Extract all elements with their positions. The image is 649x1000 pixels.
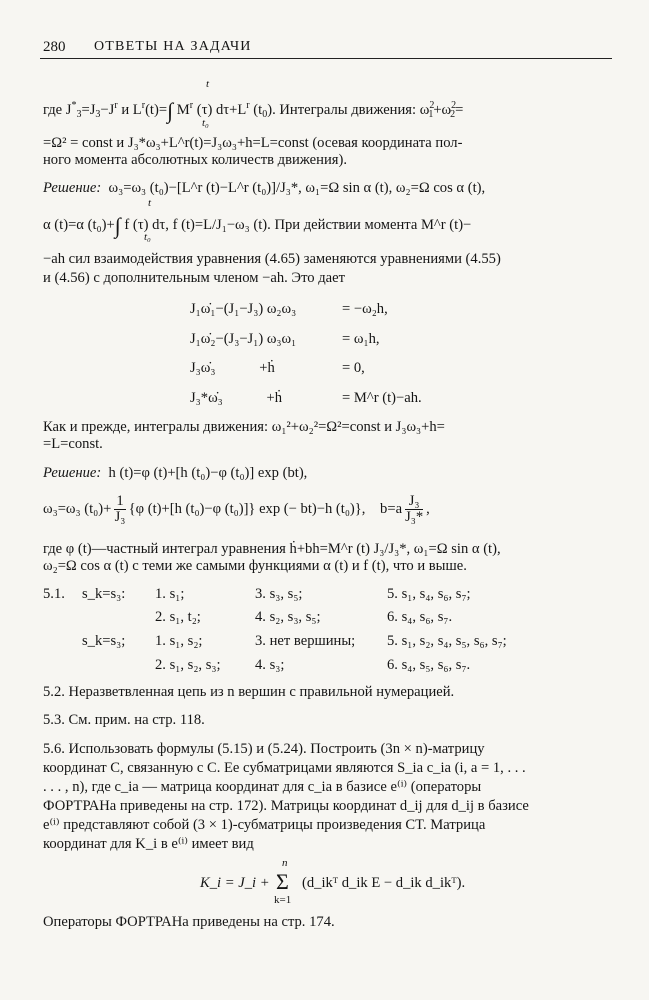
fraction-denominator: J₃: [114, 509, 126, 526]
para3-line1: Как и прежде, интегралы движения: ω₁²+ω₂²=Ω²=const и J₃ω₃+h=: [43, 419, 445, 435]
table-cell: 3. s₃, s₅;: [255, 586, 303, 602]
table-cell: 1. s₁, s₂;: [155, 633, 203, 649]
sum-upper-limit: n: [282, 857, 288, 869]
system-eq-4-rhs: = M^r (t)−ah.: [342, 390, 422, 406]
fraction-j3-over-j3star: [405, 494, 423, 526]
para1-text: =: [455, 102, 464, 118]
sum-lower-limit: k=1: [274, 894, 292, 906]
answer-5-6-line2: координат C, связанную с C. Ее субматрицами являются S_ia c_ia (i, a = 1, . . .: [43, 760, 526, 776]
formula-k-body: (d_ikᵀ d_ik E − d_ik d_ikᵀ).: [302, 875, 466, 891]
answer-5-6-line4: ФОРТРАНа приведены на стр. 172). Матрицы координат d_ij для d_ij в базисе: [43, 798, 529, 814]
answer-5-1-number: 5.1.: [43, 586, 65, 602]
system-eq-1-lhs: J₁ω̇₁−(J₁−J₃) ω₂ω₃: [190, 301, 297, 317]
answer-5-2: 5.2. Неразветвленная цепь из n вершин с правильной нумерацией.: [43, 684, 455, 700]
para1-line1: где $J^*_3=J_3-J^r$ и $L^r(t)=\int$ $M^r$ (τ) $d\tau+L^r$ $(t_0)$. Интегралы движения: $\omega^2_1+\omega^2_2=$: [43, 98, 464, 123]
para1-line3: ного момента абсолютных количеств движения).: [43, 152, 348, 168]
closing-note: Операторы ФОРТРАНа приведены на стр. 174.: [43, 914, 335, 930]
para1-text: где J: [43, 102, 72, 118]
answer-5-6-line3: . . . , n), где c_ia — матрица координат для c_ia в базисе e⁽ⁱ⁾ (операторы: [43, 779, 482, 795]
para1-text: (t: [249, 102, 263, 118]
row-label: s_k=s₃;: [82, 633, 126, 649]
para4-text: {φ (t)+[h (t₀)−φ (t₀)]} exp (− bt)−h (t₀)},: [128, 501, 366, 518]
para4-line2: [43, 494, 430, 526]
para4-line4: ω₂=Ω cos α (t) с теми же самыми функциями α (t) и f (t), что и выше.: [43, 558, 467, 574]
fraction-denominator: J₃*: [405, 509, 424, 526]
answer-5-3: 5.3. См. прим. на стр. 118.: [43, 712, 205, 728]
table-cell: 5. s₁, s₂, s₄, s₅, s₆, s₇;: [387, 633, 507, 649]
para1-text: M: [176, 102, 190, 118]
para2-line2: [43, 215, 471, 237]
para4-text: h (t)=φ (t)+[h (t₀)−φ (t₀)] exp (bt),: [108, 465, 308, 481]
table-cell: 2. s₁, t₂;: [155, 609, 201, 625]
para2-text: ω₃=ω₃ (t₀)−[L^r (t)−L^r (t₀)]/J₃*, ω₁=Ω sin α (t), ω₂=Ω cos α (t),: [108, 180, 486, 196]
para1-text: ). Интегралы движения: ω: [267, 102, 430, 118]
header-rule: [40, 58, 612, 59]
para2-line3: −ah сил взаимодействия уравнения (4.65) заменяются уравнениями (4.55): [43, 251, 501, 267]
integral-upper-limit: t: [206, 78, 210, 90]
table-cell: 4. s₂, s₃, s₅;: [255, 609, 321, 625]
para2-text: α (t)=α (t₀)+: [43, 217, 115, 233]
solution-label: Решение:: [43, 465, 102, 481]
integral-upper-limit: t: [148, 197, 152, 209]
fraction-numerator: J₃: [405, 494, 423, 510]
para4-text: b=a: [380, 501, 403, 518]
fraction-1-over-j3: [114, 494, 125, 526]
para1-text: и L: [117, 102, 142, 118]
system-eq-3-lhs: J₃ω̇₃ +ḣ: [190, 360, 275, 376]
para1-text: (t)=: [145, 102, 168, 118]
para4-line3: где φ (t)—частный интеграл уравнения ḣ+bh=M^r (t) J₃/J₃*, ω₁=Ω sin α (t),: [43, 541, 501, 557]
table-cell: 3. нет вершины;: [255, 633, 356, 649]
page-number: 280: [43, 39, 66, 55]
system-eq-2-rhs: = ω₁h,: [342, 331, 380, 347]
para1-text: −J: [100, 102, 115, 118]
answer-5-6-line1: 5.6. Использовать формулы (5.15) и (5.24). Построить (3n × n)-матрицу: [43, 741, 485, 757]
table-cell: 2. s₁, s₂, s₃;: [155, 657, 221, 673]
system-eq-1-rhs: = −ω₂h,: [342, 301, 388, 317]
row-label: s_k=s₃:: [82, 586, 126, 602]
para1-text: (τ) dτ+L: [193, 102, 247, 118]
integral-sign: ∫: [114, 213, 121, 238]
answer-5-6-line5: e⁽ⁱ⁾ представляют собой (3 × 1)-субматрицы произведения CT. Матрица: [43, 817, 486, 833]
table-cell: 6. s₄, s₆, s₇.: [387, 609, 453, 625]
table-cell: 5. s₁, s₄, s₆, s₇;: [387, 586, 471, 602]
answer-5-6-line6: координат для K_i в e⁽ⁱ⁾ имеет вид: [43, 836, 254, 852]
system-eq-4-lhs: J₃*ω̇₃ +ḣ: [190, 390, 283, 406]
integral-sign: ∫: [167, 98, 174, 123]
para2-line4: и (4.56) с дополнительным членом −ah. Это дает: [43, 270, 345, 286]
integral-lower-limit: t₀: [202, 117, 209, 129]
para1-line2: =Ω² = const и J₃*ω₃+L^r(t)=J₃ω₃+h=L=const (осевая координата пол-: [43, 135, 463, 151]
formula-k-lhs: K_i = J_i +: [200, 875, 270, 891]
para4-line1: [43, 466, 307, 481]
para1-text: =J: [81, 102, 96, 118]
sum-sign: Σ: [276, 869, 289, 894]
table-cell: 4. s₃;: [255, 657, 285, 673]
para3-line2: =L=const.: [43, 436, 103, 452]
table-cell: 6. s₄, s₅, s₆, s₇.: [387, 657, 471, 673]
para4-text: ,: [426, 501, 430, 518]
table-cell: 1. s₁;: [155, 586, 185, 602]
solution-label: Решение:: [43, 180, 102, 196]
fraction-numerator: 1: [116, 493, 124, 509]
system-eq-3-rhs: = 0,: [342, 360, 365, 376]
para4-text: ω₃=ω₃ (t₀)+: [43, 501, 112, 518]
running-header: ОТВЕТЫ НА ЗАДАЧИ: [94, 39, 252, 54]
system-eq-2-lhs: J₁ω̇₂−(J₃−J₁) ω₃ω₁: [190, 331, 297, 347]
para1-text: +ω: [433, 102, 452, 118]
integral-lower-limit: t₀: [144, 231, 151, 243]
para2-line1: [43, 181, 485, 196]
para2-text: f (τ) dτ, f (t)=L/J₁−ω₃ (t). При действии момента M^r (t)−: [124, 217, 472, 233]
